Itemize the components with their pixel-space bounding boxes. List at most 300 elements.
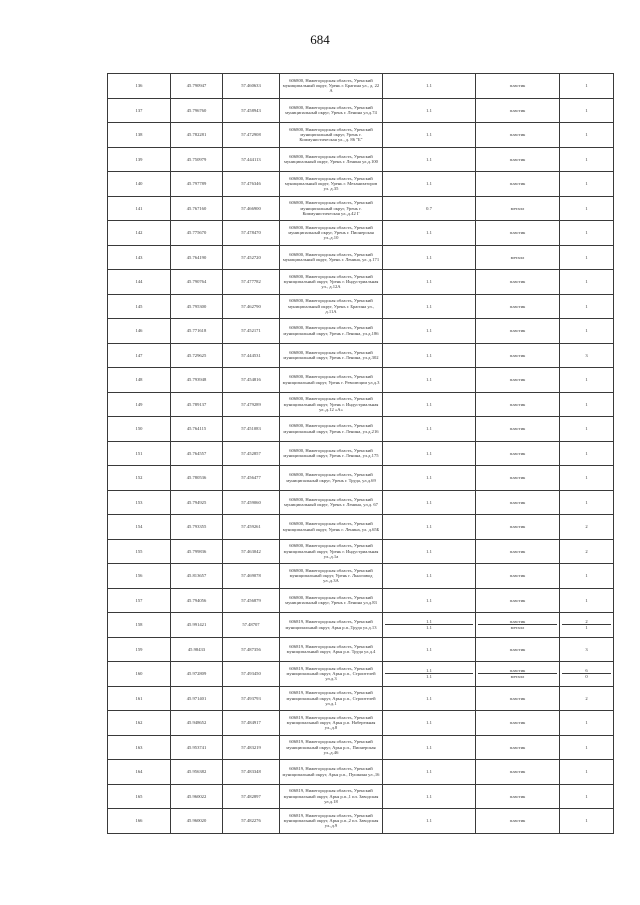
table-row bbox=[108, 784, 614, 809]
longitude-cell: 57.456477 bbox=[223, 466, 280, 491]
longitude-cell: 57.487356 bbox=[223, 637, 280, 662]
container-material-cell bbox=[476, 368, 560, 393]
table-row bbox=[108, 245, 614, 270]
container-count-cell-value: 1 bbox=[585, 132, 588, 138]
container-count-cell-value: 1 bbox=[585, 720, 588, 726]
container-material-cell bbox=[476, 637, 560, 662]
latitude-cell: 45.813657 bbox=[171, 564, 223, 589]
address-cell: 606800, Нижегородская область, Уренский муниципальный округ, Урень г. Ленина, ул. д.171 bbox=[280, 245, 383, 270]
address-cell: 606819, Нижегородская область, Уренский муниципальный округ, Арья р.п.,2 пл. Заводская ул.,д.9 bbox=[280, 809, 383, 834]
row-number: 153 bbox=[108, 490, 171, 515]
container-volume-cell-value: 1.1 bbox=[426, 793, 432, 799]
address-cell: 606819, Нижегородская область, Уренский муниципальный округ, Арья р.п., Строителей ул.д.1 bbox=[280, 686, 383, 711]
container-material-cell-value: пластик bbox=[509, 769, 526, 775]
container-count-cell-value: 1 bbox=[585, 254, 588, 260]
container-volume-cell-value: 1.1 bbox=[426, 230, 432, 236]
row-number: 155 bbox=[108, 539, 171, 564]
container-count-cell bbox=[560, 588, 614, 613]
container-material-cell bbox=[476, 539, 560, 564]
container-volume-cell bbox=[383, 490, 476, 515]
container-count-cell-value: 1 bbox=[585, 83, 588, 89]
container-count-cell-value: 1 bbox=[585, 475, 588, 481]
row-number: 162 bbox=[108, 711, 171, 736]
container-count-cell bbox=[560, 711, 614, 736]
address-cell: 606800, Нижегородская область, Уренский муниципальный округ, Урень г. Ленина, ул. д.65Б bbox=[280, 515, 383, 540]
container-volume-cell bbox=[383, 319, 476, 344]
container-volume-cell-value: 1.1 bbox=[385, 673, 473, 679]
address-cell: 606800, Нижегородская область, Уренский муниципальный округ, Урень г. Ленина ул.д.100 bbox=[280, 147, 383, 172]
container-material-cell-value: пластик bbox=[509, 646, 526, 652]
longitude-cell: 57.493793 bbox=[223, 686, 280, 711]
container-count-cell bbox=[560, 74, 614, 99]
latitude-cell: 45.991421 bbox=[171, 613, 223, 638]
row-number: 166 bbox=[108, 809, 171, 834]
container-volume-cell bbox=[383, 809, 476, 834]
container-volume-cell-value: 1.1 bbox=[426, 475, 432, 481]
row-number: 149 bbox=[108, 392, 171, 417]
container-material-cell-value: пластик bbox=[509, 279, 526, 285]
container-count-cell bbox=[560, 735, 614, 760]
container-count-cell-value: 1 bbox=[585, 450, 588, 456]
container-count-cell-value: 2 bbox=[585, 548, 588, 554]
row-number: 151 bbox=[108, 441, 171, 466]
container-volume-cell-value: 1.1 bbox=[426, 524, 432, 530]
table-row bbox=[108, 539, 614, 564]
container-count-cell-value: 1 bbox=[585, 328, 588, 334]
container-volume-cell bbox=[383, 221, 476, 246]
container-volume-cell bbox=[383, 368, 476, 393]
longitude-cell: 57.458943 bbox=[223, 98, 280, 123]
container-count-cell bbox=[560, 564, 614, 589]
address-cell: 606800, Нижегородская область, Уренский муниципальный округ, Урень г. Индустриальная ул.,д.12 «А» bbox=[280, 392, 383, 417]
container-count-cell bbox=[560, 98, 614, 123]
container-volume-cell-value: 1.1 bbox=[426, 450, 432, 456]
longitude-cell: 57.466900 bbox=[223, 196, 280, 221]
latitude-cell: 45.771618 bbox=[171, 319, 223, 344]
address-cell: 606800, Нижегородская область, Уренский муниципальный округ, Урень г. Ленина, ул.д.175 bbox=[280, 441, 383, 466]
row-number: 156 bbox=[108, 564, 171, 589]
container-volume-cell bbox=[383, 735, 476, 760]
table-row bbox=[108, 564, 614, 589]
longitude-cell: 57.459261 bbox=[223, 515, 280, 540]
longitude-cell: 57.472908 bbox=[223, 123, 280, 148]
container-material-cell-value: пластик bbox=[509, 377, 526, 383]
container-count-cell-value: 1 bbox=[585, 205, 588, 211]
longitude-cell: 57.482897 bbox=[223, 784, 280, 809]
latitude-cell: 45.98433 bbox=[171, 637, 223, 662]
address-cell: 606800, Нижегородская область, Уренский муниципальный округ, Урень г. Революции ул.д.3 bbox=[280, 368, 383, 393]
latitude-cell: 45.789137 bbox=[171, 392, 223, 417]
longitude-cell: 57.452857 bbox=[223, 441, 280, 466]
container-material-cell bbox=[476, 466, 560, 491]
container-count-cell bbox=[560, 417, 614, 442]
row-number: 165 bbox=[108, 784, 171, 809]
container-material-cell-value: пластик bbox=[509, 426, 526, 432]
container-material-cell-value: пластик bbox=[509, 548, 526, 554]
longitude-cell: 57.460633 bbox=[223, 74, 280, 99]
container-material-cell bbox=[476, 662, 560, 687]
address-cell: 606800, Нижегородская область, Уренский муниципальный округ, Урень г. Ленина, ул.д. 67 bbox=[280, 490, 383, 515]
longitude-cell: 57.452171 bbox=[223, 319, 280, 344]
row-number: 163 bbox=[108, 735, 171, 760]
container-count-cell-value: 1 bbox=[585, 573, 588, 579]
latitude-cell: 45.960020 bbox=[171, 809, 223, 834]
table-row bbox=[108, 74, 614, 99]
table-row bbox=[108, 98, 614, 123]
container-material-cell-value: пластик bbox=[509, 524, 526, 530]
container-volume-cell-value: 1.1 bbox=[426, 646, 432, 652]
container-material-cell bbox=[476, 735, 560, 760]
address-cell: 606819, Нижегородская область, Уренский муниципальный округ, Арья р.п., Пушкина ул.,16 bbox=[280, 760, 383, 785]
row-number: 145 bbox=[108, 294, 171, 319]
row-number: 144 bbox=[108, 270, 171, 295]
container-volume-cell-value: 1.1 bbox=[426, 156, 432, 162]
container-count-cell-value: 1 bbox=[585, 181, 588, 187]
container-volume-cell-value: 1.1 bbox=[426, 377, 432, 383]
container-volume-cell bbox=[383, 123, 476, 148]
address-cell: 606819, Нижегородская область, Уренский муниципальный округ, Арья р.п.,1 пл. Заводская ул.д.18 bbox=[280, 784, 383, 809]
container-count-cell bbox=[560, 270, 614, 295]
container-count-cell-value: 1 bbox=[585, 426, 588, 432]
latitude-cell: 45.795300 bbox=[171, 294, 223, 319]
container-volume-cell-value: 0.7 bbox=[426, 205, 432, 211]
latitude-cell: 45.960022 bbox=[171, 784, 223, 809]
container-count-cell bbox=[560, 441, 614, 466]
row-number: 136 bbox=[108, 74, 171, 99]
latitude-cell: 45.793948 bbox=[171, 368, 223, 393]
container-count-cell bbox=[560, 172, 614, 197]
container-volume-cell bbox=[383, 98, 476, 123]
container-count-cell-value: 1 bbox=[585, 818, 588, 824]
latitude-cell: 45.767160 bbox=[171, 196, 223, 221]
table-row bbox=[108, 588, 614, 613]
row-number: 141 bbox=[108, 196, 171, 221]
row-number: 161 bbox=[108, 686, 171, 711]
table-body bbox=[108, 74, 614, 834]
longitude-cell: 57.476346 bbox=[223, 172, 280, 197]
container-count-cell bbox=[560, 539, 614, 564]
address-cell: 606800, Нижегородская область, Уренский муниципальный округ, Урень г. Механизаторов ул. д.35 bbox=[280, 172, 383, 197]
container-volume-cell-value: 1.1 bbox=[426, 181, 432, 187]
container-material-cell bbox=[476, 245, 560, 270]
container-material-cell-value: металл bbox=[478, 624, 557, 630]
container-count-cell bbox=[560, 809, 614, 834]
container-material-cell bbox=[476, 711, 560, 736]
container-material-cell bbox=[476, 588, 560, 613]
table-row bbox=[108, 196, 614, 221]
row-number: 158 bbox=[108, 613, 171, 638]
row-number: 152 bbox=[108, 466, 171, 491]
row-number: 140 bbox=[108, 172, 171, 197]
latitude-cell: 45.953741 bbox=[171, 735, 223, 760]
container-material-cell bbox=[476, 343, 560, 368]
longitude-cell: 57.469078 bbox=[223, 564, 280, 589]
container-volume-cell bbox=[383, 662, 476, 687]
latitude-cell: 45.790947 bbox=[171, 74, 223, 99]
container-volume-cell-value: 1.1 bbox=[385, 624, 473, 630]
container-volume-cell bbox=[383, 637, 476, 662]
container-material-cell-value: пластик bbox=[509, 720, 526, 726]
container-volume-cell-value: 1.1 bbox=[426, 618, 432, 624]
longitude-cell: 57.493450 bbox=[223, 662, 280, 687]
longitude-cell: 57.444113 bbox=[223, 147, 280, 172]
container-count-cell bbox=[560, 637, 614, 662]
address-cell: 606800, Нижегородская область, Уренский муниципальный округ, Урень г. Брагина ул., д.11А bbox=[280, 294, 383, 319]
latitude-cell: 45.764190 bbox=[171, 245, 223, 270]
table-row bbox=[108, 172, 614, 197]
table-row bbox=[108, 809, 614, 834]
container-material-cell bbox=[476, 98, 560, 123]
container-count-cell-value: 1 bbox=[585, 377, 588, 383]
container-count-cell-value: 2 bbox=[585, 695, 588, 701]
address-cell: 606800, Нижегородская область, Уренский муниципальный округ, Урень г. Коммунистическая ул., д. 86 "Б" bbox=[280, 123, 383, 148]
container-material-cell bbox=[476, 172, 560, 197]
container-volume-cell bbox=[383, 588, 476, 613]
container-sites-table bbox=[107, 73, 614, 834]
row-number: 160 bbox=[108, 662, 171, 687]
container-volume-cell-value: 1.1 bbox=[426, 132, 432, 138]
container-material-cell-value: пластик bbox=[509, 132, 526, 138]
container-volume-cell bbox=[383, 515, 476, 540]
latitude-cell: 45.956382 bbox=[171, 760, 223, 785]
address-cell: 606800, Нижегородская область, Уренский муниципальный округ, Урень г. Ленина ул.д.83 bbox=[280, 588, 383, 613]
container-count-cell-value: 2 bbox=[585, 524, 588, 530]
container-material-cell-value: пластик bbox=[509, 744, 526, 750]
table-row bbox=[108, 466, 614, 491]
container-material-cell-value: пластик bbox=[509, 573, 526, 579]
table-row bbox=[108, 123, 614, 148]
container-volume-cell-value: 1.1 bbox=[426, 83, 432, 89]
container-count-cell-value: 1 bbox=[585, 303, 588, 309]
container-volume-cell-value: 1.1 bbox=[426, 499, 432, 505]
container-count-cell bbox=[560, 294, 614, 319]
container-count-cell bbox=[560, 245, 614, 270]
latitude-cell: 45.750979 bbox=[171, 147, 223, 172]
longitude-cell: 57.482276 bbox=[223, 809, 280, 834]
container-volume-cell bbox=[383, 74, 476, 99]
container-volume-cell bbox=[383, 147, 476, 172]
container-volume-cell bbox=[383, 294, 476, 319]
container-material-cell-value: металл bbox=[510, 254, 525, 260]
container-material-cell bbox=[476, 613, 560, 638]
container-count-cell bbox=[560, 490, 614, 515]
container-count-cell bbox=[560, 196, 614, 221]
container-volume-cell bbox=[383, 539, 476, 564]
address-cell: 606819, Нижегородская область, Уренский муниципальный округ, Арья р.п., Пионерская ул.,д.46 bbox=[280, 735, 383, 760]
longitude-cell: 57.483219 bbox=[223, 735, 280, 760]
latitude-cell: 45.972809 bbox=[171, 662, 223, 687]
longitude-cell: 57.444531 bbox=[223, 343, 280, 368]
container-count-cell bbox=[560, 147, 614, 172]
container-count-cell bbox=[560, 613, 614, 638]
table-row bbox=[108, 735, 614, 760]
container-volume-cell-value: 1.1 bbox=[426, 695, 432, 701]
address-cell: 606800, Нижегородская область, Уренский муниципальный округ, Урень г. Индустриальная ул.,д.1а bbox=[280, 539, 383, 564]
container-material-cell-value: металл bbox=[510, 205, 525, 211]
container-material-cell-value: пластик bbox=[509, 230, 526, 236]
latitude-cell: 45.948652 bbox=[171, 711, 223, 736]
container-material-cell bbox=[476, 417, 560, 442]
row-number: 138 bbox=[108, 123, 171, 148]
table-row bbox=[108, 392, 614, 417]
table-row bbox=[108, 441, 614, 466]
row-number: 154 bbox=[108, 515, 171, 540]
table-row bbox=[108, 319, 614, 344]
container-count-cell bbox=[560, 392, 614, 417]
row-number: 150 bbox=[108, 417, 171, 442]
container-volume-cell-value: 1.1 bbox=[426, 254, 432, 260]
row-number: 148 bbox=[108, 368, 171, 393]
container-volume-cell bbox=[383, 784, 476, 809]
container-material-cell-value: пластик bbox=[509, 181, 526, 187]
container-material-cell-value: металл bbox=[478, 673, 557, 679]
container-volume-cell-value: 1.1 bbox=[426, 744, 432, 750]
container-volume-cell-value: 1.1 bbox=[426, 769, 432, 775]
container-material-cell bbox=[476, 441, 560, 466]
container-volume-cell bbox=[383, 564, 476, 589]
container-volume-cell-value: 1.1 bbox=[426, 597, 432, 603]
container-material-cell bbox=[476, 74, 560, 99]
container-count-cell-value: 1 bbox=[562, 624, 611, 630]
latitude-cell: 45.780536 bbox=[171, 466, 223, 491]
table-row bbox=[108, 147, 614, 172]
container-count-cell bbox=[560, 686, 614, 711]
longitude-cell: 57.451083 bbox=[223, 417, 280, 442]
container-material-cell-value: пластик bbox=[509, 328, 526, 334]
container-volume-cell-value: 1.1 bbox=[426, 107, 432, 113]
container-material-cell-value: пластик bbox=[509, 667, 526, 673]
container-volume-cell-value: 1.1 bbox=[426, 279, 432, 285]
container-volume-cell bbox=[383, 613, 476, 638]
row-number: 159 bbox=[108, 637, 171, 662]
container-material-cell bbox=[476, 490, 560, 515]
latitude-cell: 45.775670 bbox=[171, 221, 223, 246]
container-volume-cell-value: 1.1 bbox=[426, 352, 432, 358]
address-cell: 606819, Нижегородская область, Уренский муниципальный округ, Арья р.п. Набережная ул.,д.8 bbox=[280, 711, 383, 736]
table-row bbox=[108, 270, 614, 295]
container-volume-cell-value: 1.1 bbox=[426, 667, 432, 673]
row-number: 146 bbox=[108, 319, 171, 344]
container-material-cell-value: пластик bbox=[509, 695, 526, 701]
longitude-cell: 57.452720 bbox=[223, 245, 280, 270]
address-cell: 606800, Нижегородская область, Уренский муниципальный округ, Урень г. Ленина ул.д.74 bbox=[280, 98, 383, 123]
container-material-cell-value: пластик bbox=[509, 793, 526, 799]
container-volume-cell-value: 1.1 bbox=[426, 573, 432, 579]
table-row bbox=[108, 662, 614, 687]
longitude-cell: 57.463042 bbox=[223, 539, 280, 564]
container-material-cell-value: пластик bbox=[509, 818, 526, 824]
container-count-cell-value: 3 bbox=[585, 646, 588, 652]
container-material-cell bbox=[476, 196, 560, 221]
container-material-cell-value: пластик bbox=[509, 303, 526, 309]
latitude-cell: 45.794925 bbox=[171, 490, 223, 515]
container-material-cell bbox=[476, 319, 560, 344]
container-volume-cell bbox=[383, 466, 476, 491]
container-material-cell-value: пластик bbox=[509, 475, 526, 481]
longitude-cell: 57.477782 bbox=[223, 270, 280, 295]
table-row bbox=[108, 417, 614, 442]
container-material-cell-value: пластик bbox=[509, 401, 526, 407]
longitude-cell: 57.462790 bbox=[223, 294, 280, 319]
container-material-cell bbox=[476, 686, 560, 711]
container-volume-cell bbox=[383, 196, 476, 221]
address-cell: 606819, Нижегородская область, Уренский муниципальный округ, Арья р.п., Строителей ул.д.3 bbox=[280, 662, 383, 687]
address-cell: 606800, Нижегородская область, Уренский муниципальный округ, Урень г. Ленина, ул.д.302 bbox=[280, 343, 383, 368]
container-count-cell-value: 1 bbox=[585, 156, 588, 162]
table-row bbox=[108, 343, 614, 368]
container-count-cell-value: 1 bbox=[585, 499, 588, 505]
table-row bbox=[108, 490, 614, 515]
table-row bbox=[108, 613, 614, 638]
container-volume-cell-value: 1.1 bbox=[426, 303, 432, 309]
container-volume-cell bbox=[383, 270, 476, 295]
container-material-cell-value: пластик bbox=[509, 352, 526, 358]
container-volume-cell bbox=[383, 343, 476, 368]
table-row bbox=[108, 515, 614, 540]
row-number: 142 bbox=[108, 221, 171, 246]
longitude-cell: 57.454816 bbox=[223, 368, 280, 393]
longitude-cell: 57.484917 bbox=[223, 711, 280, 736]
container-volume-cell-value: 1.1 bbox=[426, 426, 432, 432]
latitude-cell: 45.729625 bbox=[171, 343, 223, 368]
container-count-cell-value: 2 bbox=[585, 618, 588, 624]
address-cell: 606800, Нижегородская область, Уренский муниципальный округ, Урень г. Индустриальная ул., д.12А bbox=[280, 270, 383, 295]
container-volume-cell-value: 1.1 bbox=[426, 401, 432, 407]
container-count-cell-value: 6 bbox=[585, 667, 588, 673]
container-count-cell-value: 1 bbox=[585, 107, 588, 113]
container-count-cell-value: 3 bbox=[585, 352, 588, 358]
container-count-cell-value: 1 bbox=[585, 279, 588, 285]
table-row bbox=[108, 637, 614, 662]
container-volume-cell-value: 1.1 bbox=[426, 328, 432, 334]
container-material-cell bbox=[476, 564, 560, 589]
container-material-cell-value: пластик bbox=[509, 107, 526, 113]
row-number: 147 bbox=[108, 343, 171, 368]
latitude-cell: 45.971401 bbox=[171, 686, 223, 711]
container-material-cell bbox=[476, 123, 560, 148]
table-row bbox=[108, 686, 614, 711]
container-volume-cell bbox=[383, 172, 476, 197]
address-cell: 606800, Нижегородская область, Уренский муниципальный округ, Урень г. Коммунистическая ул.,д.42 Г bbox=[280, 196, 383, 221]
latitude-cell: 45.764115 bbox=[171, 417, 223, 442]
latitude-cell: 45.799836 bbox=[171, 539, 223, 564]
container-count-cell-value: 1 bbox=[585, 793, 588, 799]
longitude-cell: 57.478470 bbox=[223, 221, 280, 246]
page-number: 684 bbox=[310, 32, 330, 47]
latitude-cell: 45.793355 bbox=[171, 515, 223, 540]
container-count-cell bbox=[560, 662, 614, 687]
container-count-cell bbox=[560, 123, 614, 148]
table-row bbox=[108, 294, 614, 319]
address-cell: 606800, Нижегородская область, Уренский муниципальный округ, Урень г. Льнозавод ул.,д.3А bbox=[280, 564, 383, 589]
container-volume-cell bbox=[383, 686, 476, 711]
container-material-cell bbox=[476, 784, 560, 809]
table-row bbox=[108, 711, 614, 736]
address-cell: 606819, Нижегородская область, Уренский муниципальный округ, Арья р.п.,Труда ул.д.13 bbox=[280, 613, 383, 638]
container-count-cell bbox=[560, 784, 614, 809]
container-material-cell bbox=[476, 809, 560, 834]
longitude-cell: 57.479289 bbox=[223, 392, 280, 417]
container-volume-cell bbox=[383, 392, 476, 417]
container-volume-cell bbox=[383, 417, 476, 442]
container-volume-cell bbox=[383, 711, 476, 736]
container-material-cell-value: пластик bbox=[509, 618, 526, 624]
address-cell: 606800, Нижегородская область, Уренский муниципальный округ, Урень г. Ленина, ул.д.216 bbox=[280, 417, 383, 442]
row-number: 157 bbox=[108, 588, 171, 613]
container-material-cell-value: пластик bbox=[509, 156, 526, 162]
container-material-cell-value: пластик bbox=[509, 499, 526, 505]
row-number: 143 bbox=[108, 245, 171, 270]
